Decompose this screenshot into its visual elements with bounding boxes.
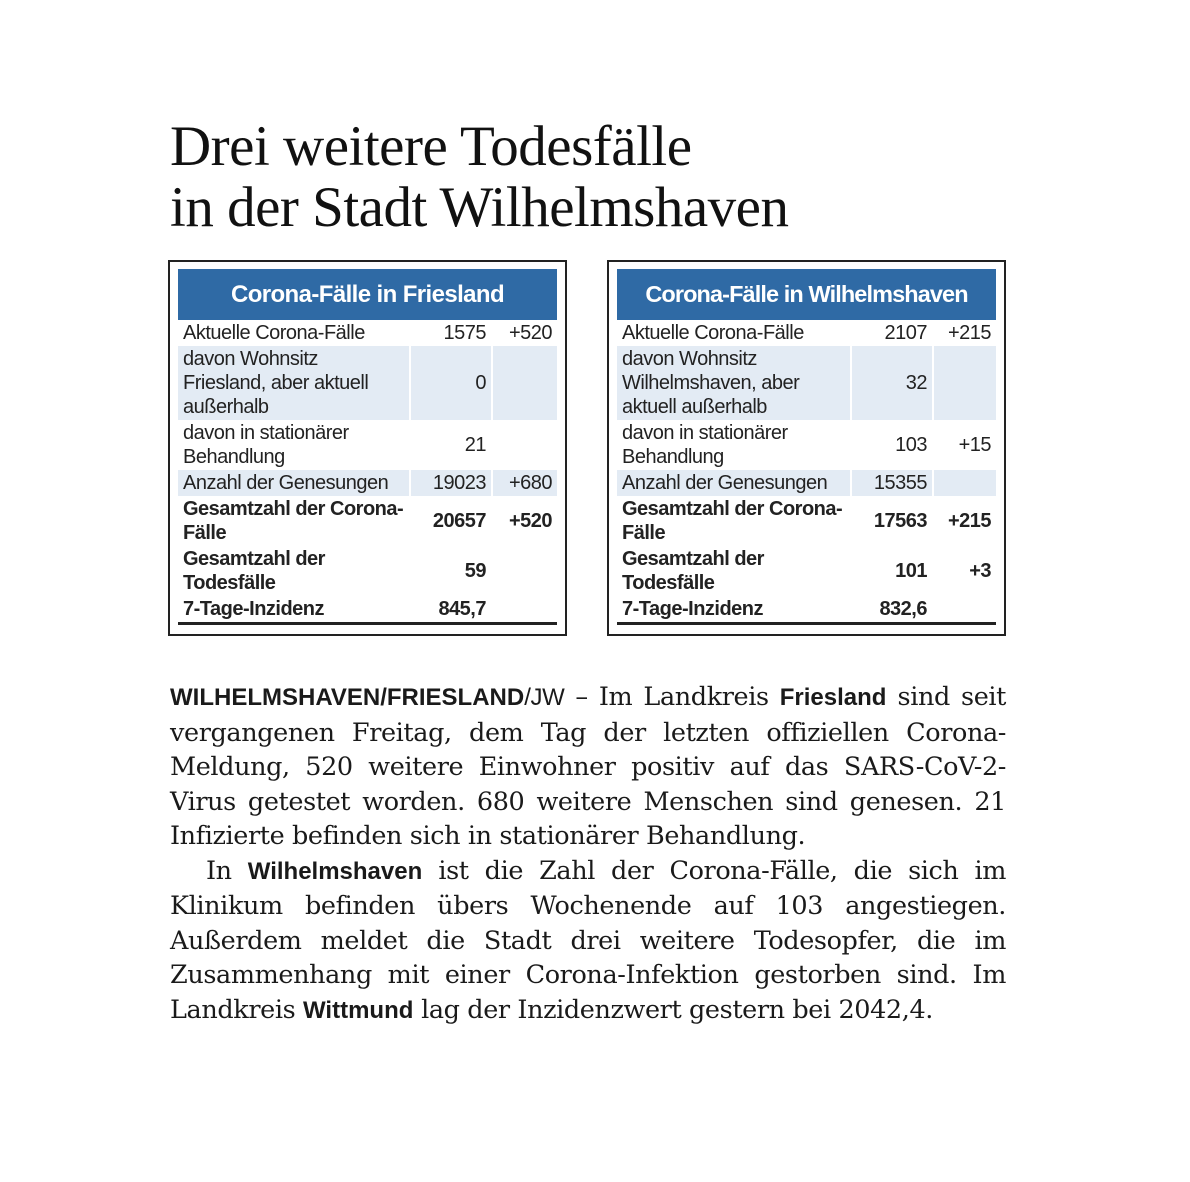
row-label: 7-Tage-Inzidenz (178, 596, 410, 624)
place-name-wilhelmshaven: Wilhelmshaven (247, 857, 423, 885)
row-value: 19023 (410, 470, 492, 496)
row-value: 32 (851, 346, 933, 420)
wilhelmshaven-infobox (607, 260, 1006, 636)
row-label: Aktuelle Corona-Fälle (622, 322, 804, 344)
row-change (933, 470, 996, 496)
table-row (617, 420, 996, 470)
row-change: +520 (492, 320, 557, 346)
table-row (617, 546, 996, 596)
friesland-infobox (168, 260, 567, 636)
row-value: 2107 (851, 320, 933, 346)
row-value: 1575 (410, 320, 492, 346)
wilhelmshaven-infobox-title: Corona-Fälle in Wilhelmshaven (617, 269, 996, 320)
row-change: +3 (933, 546, 996, 596)
row-change: +215 (933, 320, 996, 346)
row-value: 59 (410, 546, 492, 596)
paragraph-text: lag der Inzidenzwert gestern bei 2042,4. (413, 994, 933, 1025)
dateline-place: WILHELMSHAVEN/FRIESLAND (170, 684, 525, 711)
friesland-infobox-title: Corona-Fälle in Friesland (178, 269, 557, 320)
row-value: 832,6 (851, 596, 933, 624)
headline-line-2: in der Stadt Wilhelmshaven (170, 176, 789, 239)
row-label: 7-Tage-Inzidenz (617, 596, 851, 624)
row-label: Anzahl der Genesungen (617, 470, 851, 496)
place-name-friesland: Friesland (779, 684, 887, 711)
row-label: Gesamtzahl der Todesfälle (183, 548, 325, 594)
row-change: +15 (933, 420, 996, 470)
table-row (178, 546, 557, 596)
dateline-author: /JW (524, 684, 565, 711)
row-change (933, 346, 996, 420)
table-row (617, 320, 996, 346)
row-value: 20657 (410, 496, 492, 546)
paragraph-text: sind seit vergangenen Freitag, dem Tag der letzten offiziellen Corona-Meldung, 520 weitere Einwohner positiv auf das SARS-CoV-2-Virus getestet worden. 680 weitere Menschen sind genesen. 21 Infizierte befinden sich in stationärer Behandlung. (170, 682, 1006, 851)
table-row (617, 596, 996, 624)
paragraph-text: – Im Landkreis (564, 682, 780, 712)
table-row (617, 496, 996, 546)
headline (170, 116, 1070, 238)
paragraph-text: ist die Zahl der Corona-Fälle, die sich im Klinikum befinden übers Wochenende auf 103 angestiegen. Außerdem meldet die Stadt drei weitere Todesopfer, die im Zusammenhang mit einer Corona-Infektion gestorben sind. Im Landkreis (170, 855, 1006, 1025)
row-change (492, 596, 557, 624)
article-body (170, 680, 1006, 1028)
row-value: 103 (851, 420, 933, 470)
wilhelmshaven-table (617, 320, 996, 625)
row-label: Anzahl der Genesungen (178, 470, 410, 496)
row-change (933, 596, 996, 624)
table-row (617, 470, 996, 496)
table-row (178, 496, 557, 546)
place-name-wittmund: Wittmund (302, 996, 414, 1024)
article-paragraph-2 (170, 854, 1006, 1029)
row-change (492, 546, 557, 596)
friesland-table (178, 320, 557, 625)
row-label: Gesamtzahl der Corona-Fälle (622, 498, 843, 544)
row-change: +680 (492, 470, 557, 496)
row-label: davon in stationärer Behandlung (622, 422, 788, 468)
table-row (178, 346, 557, 420)
row-value: 845,7 (410, 596, 492, 624)
row-label: Aktuelle Corona-Fälle (183, 322, 365, 344)
row-value: 0 (410, 346, 492, 420)
row-value: 17563 (851, 496, 933, 546)
table-row (178, 596, 557, 624)
row-label: davon in stationärer Behandlung (183, 422, 349, 468)
table-row (178, 470, 557, 496)
table-row (178, 420, 557, 470)
row-change: +215 (933, 496, 996, 546)
row-change (492, 420, 557, 470)
row-label: Gesamtzahl der Corona-Fälle (183, 498, 404, 544)
headline-line-1: Drei weitere Todesfälle (170, 115, 692, 178)
article-paragraph-1 (170, 680, 1006, 854)
row-value: 21 (410, 420, 492, 470)
paragraph-text: In (206, 855, 248, 886)
row-change (492, 346, 557, 420)
row-value: 101 (851, 546, 933, 596)
row-label: davon Wohnsitz Friesland, aber aktuell außerhalb (178, 346, 410, 420)
row-value: 15355 (851, 470, 933, 496)
table-row (617, 346, 996, 420)
table-row (178, 320, 557, 346)
row-label: davon Wohnsitz Wilhelmshaven, aber aktuell außerhalb (617, 346, 851, 420)
row-change: +520 (492, 496, 557, 546)
row-label: Gesamtzahl der Todesfälle (622, 548, 764, 594)
